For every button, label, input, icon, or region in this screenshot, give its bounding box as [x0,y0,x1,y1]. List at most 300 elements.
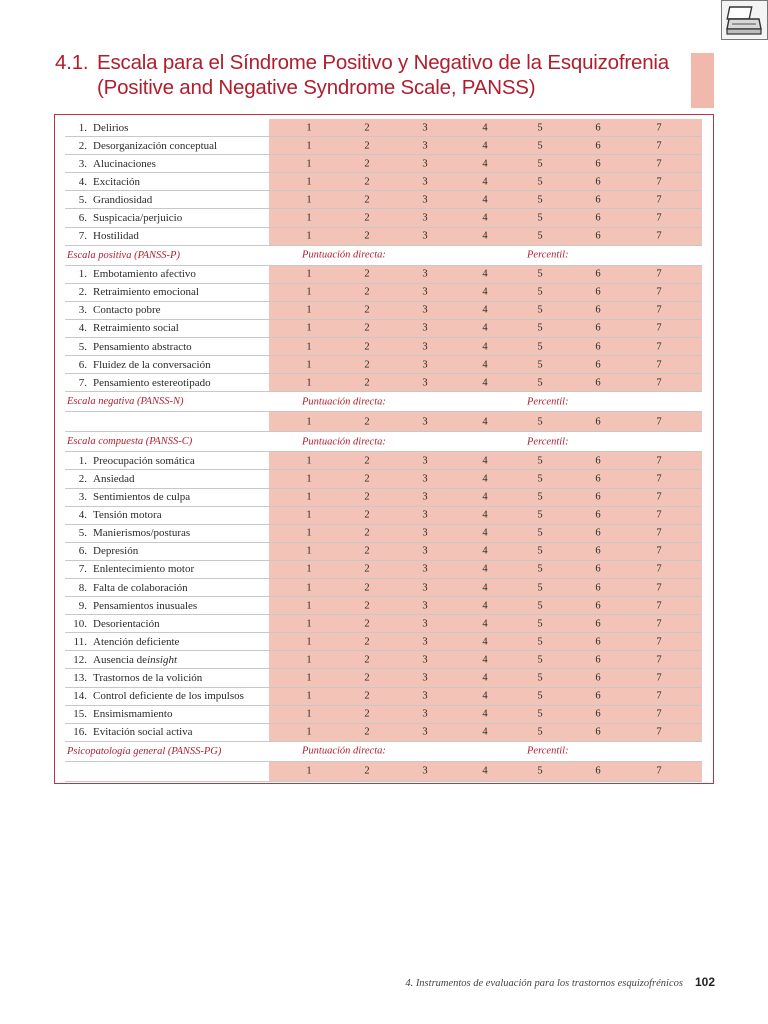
score-cells [269,762,702,781]
score-option-6[interactable]: 6 [595,473,601,485]
score-option-1[interactable]: 1 [306,194,312,206]
score-option-4[interactable]: 4 [482,672,488,684]
score-option-5[interactable]: 5 [537,122,543,134]
score-option-7[interactable]: 7 [656,618,662,630]
score-option-3[interactable]: 3 [422,322,428,334]
score-option-7[interactable]: 7 [656,708,662,720]
score-option-6[interactable]: 6 [595,322,601,334]
score-option-4[interactable]: 4 [482,491,488,503]
score-option-5[interactable]: 5 [537,416,543,428]
score-cells [269,489,702,506]
score-option-7[interactable]: 7 [656,491,662,503]
item-row [65,706,702,724]
item-text: Fluidez de la conversación [93,358,211,371]
score-option-6[interactable]: 6 [595,491,601,503]
score-option-2[interactable]: 2 [364,341,370,353]
score-option-3[interactable]: 3 [422,176,428,188]
score-option-7[interactable]: 7 [656,158,662,170]
item-number: 5. [78,527,87,540]
score-option-4[interactable]: 4 [482,690,488,702]
score-option-2[interactable]: 2 [364,268,370,280]
score-option-6[interactable]: 6 [595,765,601,777]
score-option-3[interactable]: 3 [422,416,428,428]
score-option-1[interactable]: 1 [306,672,312,684]
positive-scale-summary [65,246,702,266]
composite-scale-summary [65,432,702,452]
item-label [65,633,269,650]
score-option-7[interactable]: 7 [656,194,662,206]
score-option-4[interactable]: 4 [482,563,488,575]
score-option-7[interactable]: 7 [656,690,662,702]
score-option-3[interactable]: 3 [422,672,428,684]
score-option-1[interactable]: 1 [306,473,312,485]
score-option-5[interactable]: 5 [537,582,543,594]
item-text: Trastornos de la volición [93,671,203,684]
item-row [65,688,702,706]
score-option-4[interactable]: 4 [482,708,488,720]
score-option-6[interactable]: 6 [595,286,601,298]
score-option-3[interactable]: 3 [422,473,428,485]
score-option-2[interactable]: 2 [364,509,370,521]
score-option-4[interactable]: 4 [482,158,488,170]
score-option-4[interactable]: 4 [482,176,488,188]
score-option-2[interactable]: 2 [364,563,370,575]
score-cells [269,374,702,391]
page-number: 102 [694,975,715,989]
score-option-1[interactable]: 1 [306,230,312,242]
score-option-3[interactable]: 3 [422,491,428,503]
score-option-5[interactable]: 5 [537,286,543,298]
score-option-2[interactable]: 2 [364,618,370,630]
score-option-3[interactable]: 3 [422,563,428,575]
score-option-7[interactable]: 7 [656,286,662,298]
score-option-1[interactable]: 1 [306,765,312,777]
score-cells [269,651,702,668]
score-option-5[interactable]: 5 [537,600,543,612]
score-option-7[interactable]: 7 [656,122,662,134]
score-option-5[interactable]: 5 [537,527,543,539]
score-option-1[interactable]: 1 [306,455,312,467]
item-row [65,320,702,338]
score-option-5[interactable]: 5 [537,765,543,777]
score-option-2[interactable]: 2 [364,322,370,334]
item-number: 3. [78,304,87,317]
score-option-4[interactable]: 4 [482,509,488,521]
score-option-6[interactable]: 6 [595,359,601,371]
score-option-7[interactable]: 7 [656,473,662,485]
score-option-6[interactable]: 6 [595,708,601,720]
score-option-3[interactable]: 3 [422,158,428,170]
score-option-6[interactable]: 6 [595,341,601,353]
score-option-1[interactable]: 1 [306,416,312,428]
score-option-1[interactable]: 1 [306,176,312,188]
score-option-1[interactable]: 1 [306,322,312,334]
score-option-7[interactable]: 7 [656,212,662,224]
item-text: Ensimismamiento [93,708,173,721]
score-option-1[interactable]: 1 [306,545,312,557]
score-option-3[interactable]: 3 [422,212,428,224]
item-text: Alucinaciones [93,157,156,170]
score-option-5[interactable]: 5 [537,491,543,503]
score-option-3[interactable]: 3 [422,122,428,134]
score-cells [269,412,702,431]
score-option-2[interactable]: 2 [364,636,370,648]
score-option-2[interactable]: 2 [364,527,370,539]
score-option-3[interactable]: 3 [422,765,428,777]
percentil-label: Percentil: [527,249,569,261]
score-option-3[interactable]: 3 [422,690,428,702]
score-option-7[interactable]: 7 [656,341,662,353]
item-text: Pensamiento estereotipado [93,376,211,389]
score-cells [269,302,702,319]
score-option-5[interactable]: 5 [537,690,543,702]
score-option-4[interactable]: 4 [482,618,488,630]
score-option-3[interactable]: 3 [422,268,428,280]
score-option-3[interactable]: 3 [422,359,428,371]
score-option-4[interactable]: 4 [482,545,488,557]
item-row [65,356,702,374]
score-option-2[interactable]: 2 [364,416,370,428]
score-option-7[interactable]: 7 [656,654,662,666]
score-option-3[interactable]: 3 [422,654,428,666]
score-option-5[interactable]: 5 [537,708,543,720]
score-option-6[interactable]: 6 [595,455,601,467]
score-option-7[interactable]: 7 [656,140,662,152]
score-option-5[interactable]: 5 [537,563,543,575]
score-option-5[interactable]: 5 [537,176,543,188]
item-number: 5. [78,340,87,353]
score-option-6[interactable]: 6 [595,122,601,134]
score-option-7[interactable]: 7 [656,359,662,371]
score-option-3[interactable]: 3 [422,527,428,539]
score-option-2[interactable]: 2 [364,491,370,503]
score-option-4[interactable]: 4 [482,268,488,280]
score-option-2[interactable]: 2 [364,158,370,170]
item-row [65,302,702,320]
score-cells [269,579,702,596]
score-option-7[interactable]: 7 [656,636,662,648]
score-option-6[interactable]: 6 [595,726,601,738]
score-option-6[interactable]: 6 [595,194,601,206]
score-option-5[interactable]: 5 [537,140,543,152]
score-option-7[interactable]: 7 [656,230,662,242]
score-option-1[interactable]: 1 [306,600,312,612]
footer-chapter: 4. Instrumentos de evaluación para los trastornos esquizofrénicos [405,978,683,989]
score-option-5[interactable]: 5 [537,509,543,521]
item-label [65,579,269,596]
score-option-4[interactable]: 4 [482,527,488,539]
score-option-1[interactable]: 1 [306,618,312,630]
item-row [65,284,702,302]
score-option-1[interactable]: 1 [306,212,312,224]
score-option-4[interactable]: 4 [482,377,488,389]
score-option-6[interactable]: 6 [595,582,601,594]
score-option-4[interactable]: 4 [482,636,488,648]
score-option-4[interactable]: 4 [482,212,488,224]
print-button[interactable] [721,0,768,40]
item-text: Tensión motora [93,509,162,522]
score-option-7[interactable]: 7 [656,176,662,188]
score-option-2[interactable]: 2 [364,455,370,467]
score-option-3[interactable]: 3 [422,286,428,298]
score-option-6[interactable]: 6 [595,377,601,389]
score-option-6[interactable]: 6 [595,230,601,242]
score-cells [269,155,702,172]
item-text: Pensamiento abstracto [93,340,192,353]
score-option-2[interactable]: 2 [364,765,370,777]
score-option-3[interactable]: 3 [422,377,428,389]
score-option-4[interactable]: 4 [482,304,488,316]
score-option-4[interactable]: 4 [482,194,488,206]
score-option-2[interactable]: 2 [364,176,370,188]
score-option-1[interactable]: 1 [306,158,312,170]
score-option-7[interactable]: 7 [656,672,662,684]
score-option-1[interactable]: 1 [306,726,312,738]
item-row [65,155,702,173]
score-option-3[interactable]: 3 [422,708,428,720]
item-number: 6. [78,212,87,225]
score-option-3[interactable]: 3 [422,600,428,612]
score-option-6[interactable]: 6 [595,563,601,575]
score-option-3[interactable]: 3 [422,545,428,557]
score-option-6[interactable]: 6 [595,212,601,224]
item-row [65,724,702,742]
score-option-6[interactable]: 6 [595,600,601,612]
score-option-2[interactable]: 2 [364,212,370,224]
score-option-5[interactable]: 5 [537,726,543,738]
score-option-6[interactable]: 6 [595,158,601,170]
general-scale-summary [65,742,702,762]
item-label [65,119,269,136]
puntuacion-directa-label: Puntuación directa: [302,436,386,448]
item-number: 4. [78,509,87,522]
score-option-3[interactable]: 3 [422,455,428,467]
score-option-1[interactable]: 1 [306,377,312,389]
score-option-6[interactable]: 6 [595,690,601,702]
score-option-6[interactable]: 6 [595,527,601,539]
score-option-6[interactable]: 6 [595,672,601,684]
score-option-6[interactable]: 6 [595,140,601,152]
score-option-4[interactable]: 4 [482,726,488,738]
score-option-1[interactable]: 1 [306,708,312,720]
item-label [65,266,269,283]
item-row [65,669,702,687]
item-row [65,173,702,191]
score-option-5[interactable]: 5 [537,473,543,485]
item-text: Retraimiento emocional [93,286,199,299]
score-option-6[interactable]: 6 [595,509,601,521]
score-option-1[interactable]: 1 [306,582,312,594]
item-number: 4. [78,322,87,335]
score-option-5[interactable]: 5 [537,268,543,280]
score-option-6[interactable]: 6 [595,545,601,557]
score-option-7[interactable]: 7 [656,527,662,539]
score-option-2[interactable]: 2 [364,286,370,298]
score-option-5[interactable]: 5 [537,455,543,467]
score-option-3[interactable]: 3 [422,618,428,630]
scale-summary-label: Escala negativa (PANSS-N) [67,396,184,408]
score-option-1[interactable]: 1 [306,654,312,666]
score-option-6[interactable]: 6 [595,636,601,648]
score-option-3[interactable]: 3 [422,582,428,594]
score-option-3[interactable]: 3 [422,230,428,242]
score-option-5[interactable]: 5 [537,377,543,389]
item-label [65,452,269,469]
score-option-1[interactable]: 1 [306,690,312,702]
score-option-7[interactable]: 7 [656,545,662,557]
score-option-4[interactable]: 4 [482,230,488,242]
score-option-7[interactable]: 7 [656,377,662,389]
score-option-1[interactable]: 1 [306,527,312,539]
item-text: Falta de colaboración [93,581,188,594]
score-option-2[interactable]: 2 [364,140,370,152]
score-option-7[interactable]: 7 [656,726,662,738]
item-label [65,320,269,337]
score-cells [269,706,702,723]
item-row [65,597,702,615]
item-row [65,561,702,579]
scale-summary-label: Escala positiva (PANSS-P) [67,249,180,261]
score-option-2[interactable]: 2 [364,582,370,594]
item-label [65,561,269,578]
score-option-5[interactable]: 5 [537,636,543,648]
score-cells [269,669,702,686]
score-option-7[interactable]: 7 [656,455,662,467]
negative-score-row [65,412,702,432]
score-option-2[interactable]: 2 [364,230,370,242]
score-option-2[interactable]: 2 [364,600,370,612]
item-text: Atención deficiente [93,635,180,648]
score-option-1[interactable]: 1 [306,122,312,134]
score-option-1[interactable]: 1 [306,563,312,575]
score-option-6[interactable]: 6 [595,176,601,188]
score-option-5[interactable]: 5 [537,322,543,334]
item-label [65,669,269,686]
score-option-1[interactable]: 1 [306,341,312,353]
score-option-3[interactable]: 3 [422,726,428,738]
score-option-6[interactable]: 6 [595,416,601,428]
score-option-5[interactable]: 5 [537,194,543,206]
score-option-5[interactable]: 5 [537,545,543,557]
score-option-7[interactable]: 7 [656,765,662,777]
score-option-4[interactable]: 4 [482,416,488,428]
score-option-4[interactable]: 4 [482,455,488,467]
score-option-7[interactable]: 7 [656,304,662,316]
score-option-2[interactable]: 2 [364,690,370,702]
score-option-4[interactable]: 4 [482,359,488,371]
item-number: 2. [78,139,87,152]
score-option-3[interactable]: 3 [422,636,428,648]
score-option-4[interactable]: 4 [482,654,488,666]
score-option-7[interactable]: 7 [656,268,662,280]
item-number: 7. [78,230,87,243]
score-option-6[interactable]: 6 [595,654,601,666]
score-cells [269,266,702,283]
score-option-5[interactable]: 5 [537,672,543,684]
score-option-3[interactable]: 3 [422,509,428,521]
score-option-5[interactable]: 5 [537,654,543,666]
score-option-5[interactable]: 5 [537,341,543,353]
score-option-3[interactable]: 3 [422,304,428,316]
score-option-5[interactable]: 5 [537,618,543,630]
score-option-4[interactable]: 4 [482,582,488,594]
item-label [65,706,269,723]
score-option-7[interactable]: 7 [656,509,662,521]
score-option-4[interactable]: 4 [482,140,488,152]
score-option-1[interactable]: 1 [306,636,312,648]
score-option-2[interactable]: 2 [364,194,370,206]
score-option-1[interactable]: 1 [306,304,312,316]
score-option-2[interactable]: 2 [364,359,370,371]
item-number: 5. [78,193,87,206]
score-option-1[interactable]: 1 [306,268,312,280]
score-option-2[interactable]: 2 [364,726,370,738]
score-option-4[interactable]: 4 [482,600,488,612]
score-option-7[interactable]: 7 [656,582,662,594]
item-text: Excitación [93,175,141,188]
score-option-5[interactable]: 5 [537,158,543,170]
score-option-4[interactable]: 4 [482,765,488,777]
item-text: Contacto pobre [93,304,161,317]
score-option-2[interactable]: 2 [364,122,370,134]
score-option-1[interactable]: 1 [306,140,312,152]
score-option-5[interactable]: 5 [537,212,543,224]
score-option-6[interactable]: 6 [595,304,601,316]
item-text: Preocupación somática [93,454,195,467]
item-label [65,356,269,373]
score-option-4[interactable]: 4 [482,322,488,334]
score-option-2[interactable]: 2 [364,672,370,684]
page-title [55,50,695,100]
score-option-2[interactable]: 2 [364,377,370,389]
score-option-1[interactable]: 1 [306,491,312,503]
item-label [65,173,269,190]
score-option-1[interactable]: 1 [306,359,312,371]
score-option-4[interactable]: 4 [482,286,488,298]
item-label [65,374,269,391]
item-label [65,688,269,705]
score-option-7[interactable]: 7 [656,563,662,575]
score-option-1[interactable]: 1 [306,286,312,298]
score-cells [269,561,702,578]
score-option-7[interactable]: 7 [656,600,662,612]
score-option-6[interactable]: 6 [595,618,601,630]
score-option-2[interactable]: 2 [364,545,370,557]
score-cells [269,633,702,650]
item-number: 16. [73,726,87,739]
score-option-4[interactable]: 4 [482,122,488,134]
score-option-2[interactable]: 2 [364,473,370,485]
score-option-3[interactable]: 3 [422,140,428,152]
item-text: Sentimientos de culpa [93,491,191,504]
item-label [65,338,269,355]
score-option-5[interactable]: 5 [537,230,543,242]
score-option-7[interactable]: 7 [656,322,662,334]
score-option-4[interactable]: 4 [482,341,488,353]
score-option-2[interactable]: 2 [364,654,370,666]
score-option-3[interactable]: 3 [422,341,428,353]
score-option-7[interactable]: 7 [656,416,662,428]
score-option-6[interactable]: 6 [595,268,601,280]
score-option-4[interactable]: 4 [482,473,488,485]
score-option-1[interactable]: 1 [306,509,312,521]
score-option-5[interactable]: 5 [537,359,543,371]
score-option-5[interactable]: 5 [537,304,543,316]
item-row [65,489,702,507]
score-option-2[interactable]: 2 [364,708,370,720]
score-option-3[interactable]: 3 [422,194,428,206]
score-option-2[interactable]: 2 [364,304,370,316]
